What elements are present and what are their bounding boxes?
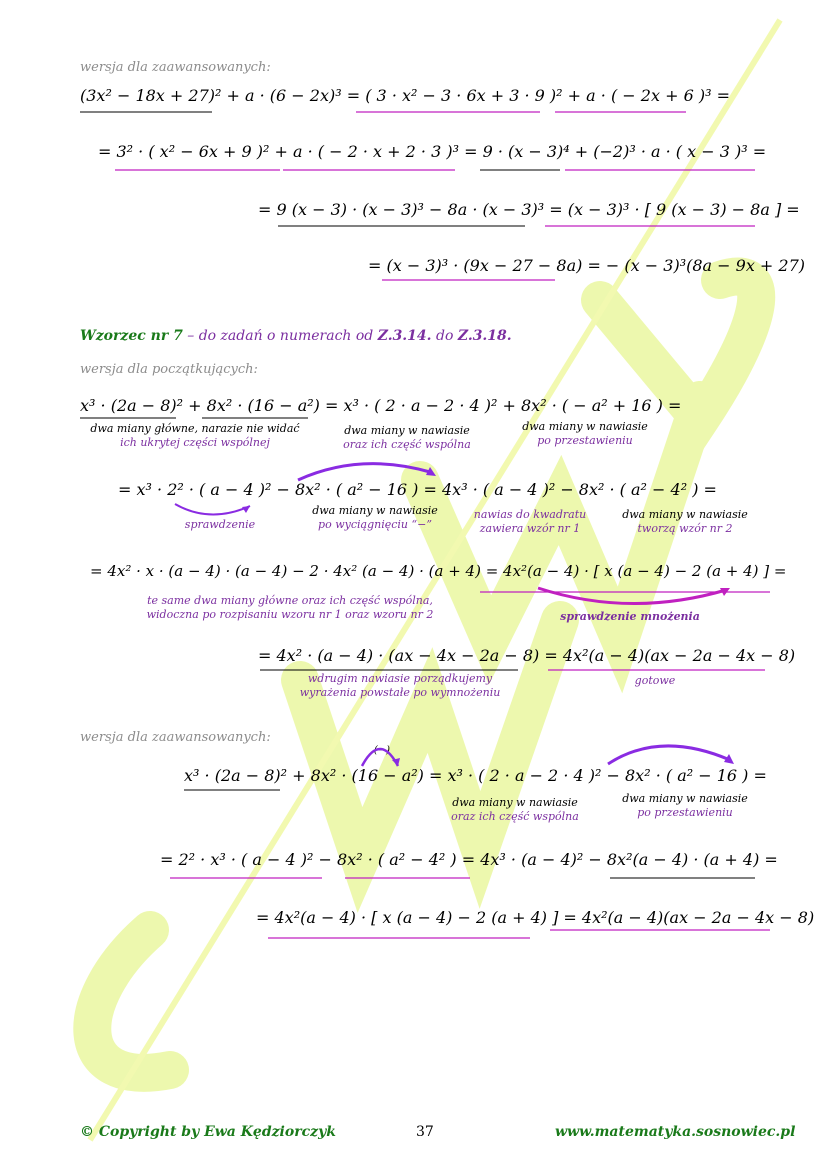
note-advanced2-1a: dwa miany w nawiasie <box>452 796 578 809</box>
note-beginner-10 <box>280 672 520 700</box>
label-beginner: wersja dla początkujących: <box>80 362 258 377</box>
note-beginner-10a: wdrugim nawiasie porządkujemy <box>307 672 493 685</box>
formula-advanced2-line1: x³ · (2a − 8)² + 8x² · (16 − a²) = x³ · ( 2 · a − 2 · 4 )² − 8x² · ( a² − 16 ) = <box>184 766 767 785</box>
label-advanced-1: wersja dla zaawansowanych: <box>80 60 271 75</box>
formula-advanced1-line2: = 3² · ( x² − 6x + 9 )² + a · ( − 2 · x + 2 · 3 )³ = 9 · (x − 3)⁴ + (−2)³ · a · ( x − 3 )³ = <box>98 142 767 161</box>
note-beginner-9: sprawdzenie mnożenia <box>560 610 700 623</box>
pattern-title: Wzorzec nr 7 <box>80 328 183 344</box>
formula-advanced1-line4: = (x − 3)³ · (9x − 27 − 8a) = − (x − 3)³(8a − 9x + 27) <box>368 256 806 275</box>
note-beginner-7 <box>610 508 760 536</box>
note-beginner-8a: te same dwa miany główne oraz ich część wspólna, <box>147 594 433 607</box>
arrow-multiply-check <box>530 584 740 612</box>
pattern-from: Z.3.14. <box>377 328 432 344</box>
note-beginner-6b: zawiera wzór nr 1 <box>479 522 581 535</box>
pattern-to: Z.3.18. <box>457 328 512 344</box>
note-beginner-2b: oraz ich część wspólna <box>343 438 471 451</box>
note-beginner-3b: po przestawieniu <box>537 434 633 447</box>
note-beginner-6a: nawias do kwadratu <box>473 508 587 521</box>
note-beginner-8 <box>110 594 470 622</box>
formula-advanced2-line2: = 2² · x³ · ( a − 4 )² − 8x² · ( a² − 4² ) = 4x³ · (a − 4)² − 8x²(a − 4) · (a + 4) = <box>160 850 778 869</box>
footer-copyright: © Copyright by Ewa Kędziorczyk <box>80 1124 336 1140</box>
formula-advanced1-line1: (3x² − 18x + 27)² + a · (6 − 2x)³ = ( 3 · x² − 3 · 6x + 3 · 9 )² + a · ( − 2x + 6 )³ = <box>80 86 730 105</box>
note-beginner-7b: tworzą wzór nr 2 <box>637 522 733 535</box>
formula-beginner-line3: = 4x² · x · (a − 4) · (a − 4) − 2 · 4x² (a − 4) · (a + 4) = 4x²(a − 4) · [ x (a − 4) − 2 (a + 4) ] = <box>90 562 787 580</box>
note-advanced2-2a: dwa miany w nawiasie <box>622 792 748 805</box>
note-beginner-3 <box>510 420 660 448</box>
note-beginner-1 <box>80 422 310 450</box>
formula-beginner-line1: x³ · (2a − 8)² + 8x² · (16 − a²) = x³ · ( 2 · a − 2 · 4 )² + 8x² · ( − a² + 16 ) = <box>80 396 682 415</box>
footer-site-link[interactable]: www.matematyka.sosnowiec.pl <box>555 1124 796 1140</box>
note-beginner-7a: dwa miany w nawiasie <box>622 508 748 521</box>
pattern-title-rest: – do zadań o numerach od <box>182 328 378 344</box>
minus-badge: (−) <box>373 745 391 756</box>
note-beginner-1a: dwa miany główne, narazie nie widać <box>90 422 300 435</box>
label-advanced-2: wersja dla zaawansowanych: <box>80 730 271 745</box>
formula-beginner-line4: = 4x² · (a − 4) · (ax − 4x − 2a − 8) = 4x²(a − 4)(ax − 2a − 4x − 8) <box>258 646 796 665</box>
formula-advanced1-line3: = 9 (x − 3) · (x − 3)³ − 8a · (x − 3)³ = (x − 3)³ · [ 9 (x − 3) − 8a ] = <box>258 200 800 219</box>
arrow-reorder <box>600 738 740 768</box>
formula-beginner-line2: = x³ · 2² · ( a − 4 )² − 8x² · ( a² − 16 ) = 4x³ · ( a − 4 )² − 8x² · ( a² − 4² ) = <box>118 480 717 499</box>
note-beginner-1b: ich ukrytej części wspólnej <box>120 436 270 449</box>
note-beginner-5 <box>295 504 455 532</box>
note-beginner-2a: dwa miany w nawiasie <box>344 424 470 437</box>
note-beginner-2 <box>332 424 482 452</box>
note-beginner-6 <box>460 508 600 536</box>
note-advanced2-1 <box>440 796 590 824</box>
note-beginner-3a: dwa miany w nawiasie <box>522 420 648 433</box>
note-beginner-8b: widoczna po rozpisaniu wzoru nr 1 oraz wzoru nr 2 <box>146 608 434 621</box>
note-advanced2-2b: po przestawieniu <box>637 806 733 819</box>
note-advanced2-2 <box>610 792 760 820</box>
note-beginner-11: gotowe <box>634 674 676 687</box>
pattern-heading <box>80 328 512 344</box>
note-beginner-4: sprawdzenie <box>184 518 256 531</box>
note-beginner-5a: dwa miany w nawiasie <box>312 504 438 517</box>
note-beginner-5b: po wyciągnięciu “−” <box>318 518 432 531</box>
page-number: 37 <box>416 1124 434 1140</box>
note-advanced2-1b: oraz ich część wspólna <box>451 810 579 823</box>
arrow-minus-move <box>290 458 450 484</box>
note-beginner-10b: wyrażenia powstałe po wymnożeniu <box>299 686 501 699</box>
formula-advanced2-line3: = 4x²(a − 4) · [ x (a − 4) − 2 (a + 4) ] = 4x²(a − 4)(ax − 2a − 4x − 8) <box>256 908 815 927</box>
pattern-mid: do <box>431 328 458 344</box>
